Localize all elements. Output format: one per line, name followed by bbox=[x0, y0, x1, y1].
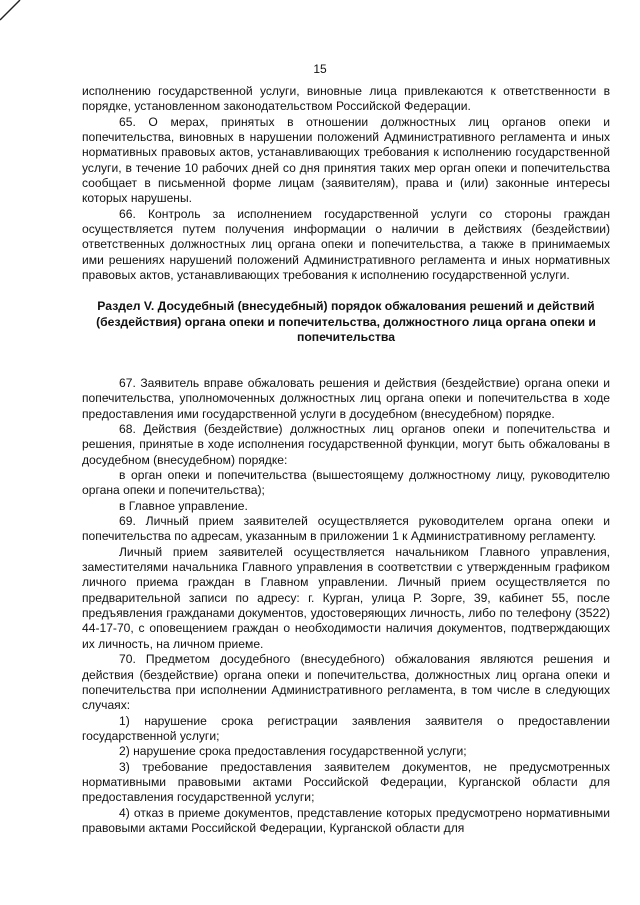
paragraph-continuation: исполнению государственной услуги, виновные лица привлекаются к ответственности в порядке, установленном законодательством Российской Федерации. bbox=[82, 84, 610, 114]
paragraph-69: 69. Личный прием заявителей осуществляется руководителем органа опеки и попечительства по адресам, указанным в приложении 1 к Административному регламенту. bbox=[82, 514, 610, 544]
paragraph-67: 67. Заявитель вправе обжаловать решения и действия (бездействие) органа опеки и попечительства, уполномоченных должностных лиц органа опеки и попечительства в ходе предоставления ими государственной услуги в досудебном (внесудебном) порядке. bbox=[82, 375, 610, 421]
scan-corner-mark bbox=[0, 0, 22, 22]
paragraph-66: 66. Контроль за исполнением государственной услуги со стороны граждан осуществляется путем получения информации о наличии в действиях (бездействии) ответственных должностных лиц органа опеки и попечительства, а также в принимаемых ими решениях нарушений положений Административного регламента и иных нормативных правовых актов, устанавливающих требования к исполнению государственной услуги. bbox=[82, 206, 610, 283]
paragraph-68: 68. Действия (бездействие) должностных лиц органов опеки и попечительства и решения, принятые в ходе исполнения государственной функции, могут быть обжалованы в досудебном (внесудебном) порядке: bbox=[82, 422, 610, 467]
paragraph-personal-reception: Личный прием заявителей осуществляется начальником Главного управления, заместителями начальника Главного управления в соответствии с утвержденным графиком личного приема граждан в Главном управлении. Личный прием осуществляется по предварительной записи по адресу: г. Курган, улица Р. Зорге, 39, кабинет 55, после предъявления гражданами документов, удостоверяющих личность, либо по телефону (3522) 44-17-70, с оповещением граждан о необходимости наличия документов, подтверждающих их личность, на личном приеме. bbox=[82, 544, 610, 651]
list-item-3: 3) требование предоставления заявителем документов, не предусмотренных нормативными правовыми актами Российской Федерации, Курганской области для предоставления государственной услуги; bbox=[82, 759, 610, 805]
list-item-4: 4) отказ в приеме документов, представление которых предусмотрено нормативными правовыми актами Российской Федерации, Курганской области для bbox=[82, 805, 610, 835]
paragraph-68-item-2: в Главное управление. bbox=[119, 498, 248, 513]
page-number: 15 bbox=[313, 62, 327, 76]
section-title: Раздел V. Досудебный (внесудебный) порядок обжалования решений и действий (бездействия) органа опеки и попечительства, должностного лица органа опеки и попечительства bbox=[96, 299, 596, 345]
list-item-1: 1) нарушение срока регистрации заявления заявителя о предоставлении государственной услуги; bbox=[82, 713, 610, 743]
list-item-2: 2) нарушение срока предоставления государственной услуги; bbox=[119, 744, 467, 759]
document-body bbox=[82, 84, 610, 836]
paragraph-70: 70. Предметом досудебного (внесудебного) обжалования являются решения и действия (бездействие) органа опеки и попечительства, должностных лиц органа опеки и попечительства при исполнении Административного регламента, в том числе в следующих случаях: bbox=[82, 652, 610, 713]
paragraph-65: 65. О мерах, принятых в отношении должностных лиц органов опеки и попечительства, виновных в нарушении положений Административного регламента и иных нормативных правовых актов, устанавливающих требования к исполнению государственной услуги, в течение 10 рабочих дней со дня принятия таких мер орган опеки и попечительства сообщает в письменной форме лицам (заявителям), права и (или) законные интересы которых нарушены. bbox=[82, 114, 610, 206]
paragraph-68-item-1: в орган опеки и попечительства (вышестоящему должностному лицу, руководителю органа опеки и попечительства); bbox=[82, 468, 610, 498]
